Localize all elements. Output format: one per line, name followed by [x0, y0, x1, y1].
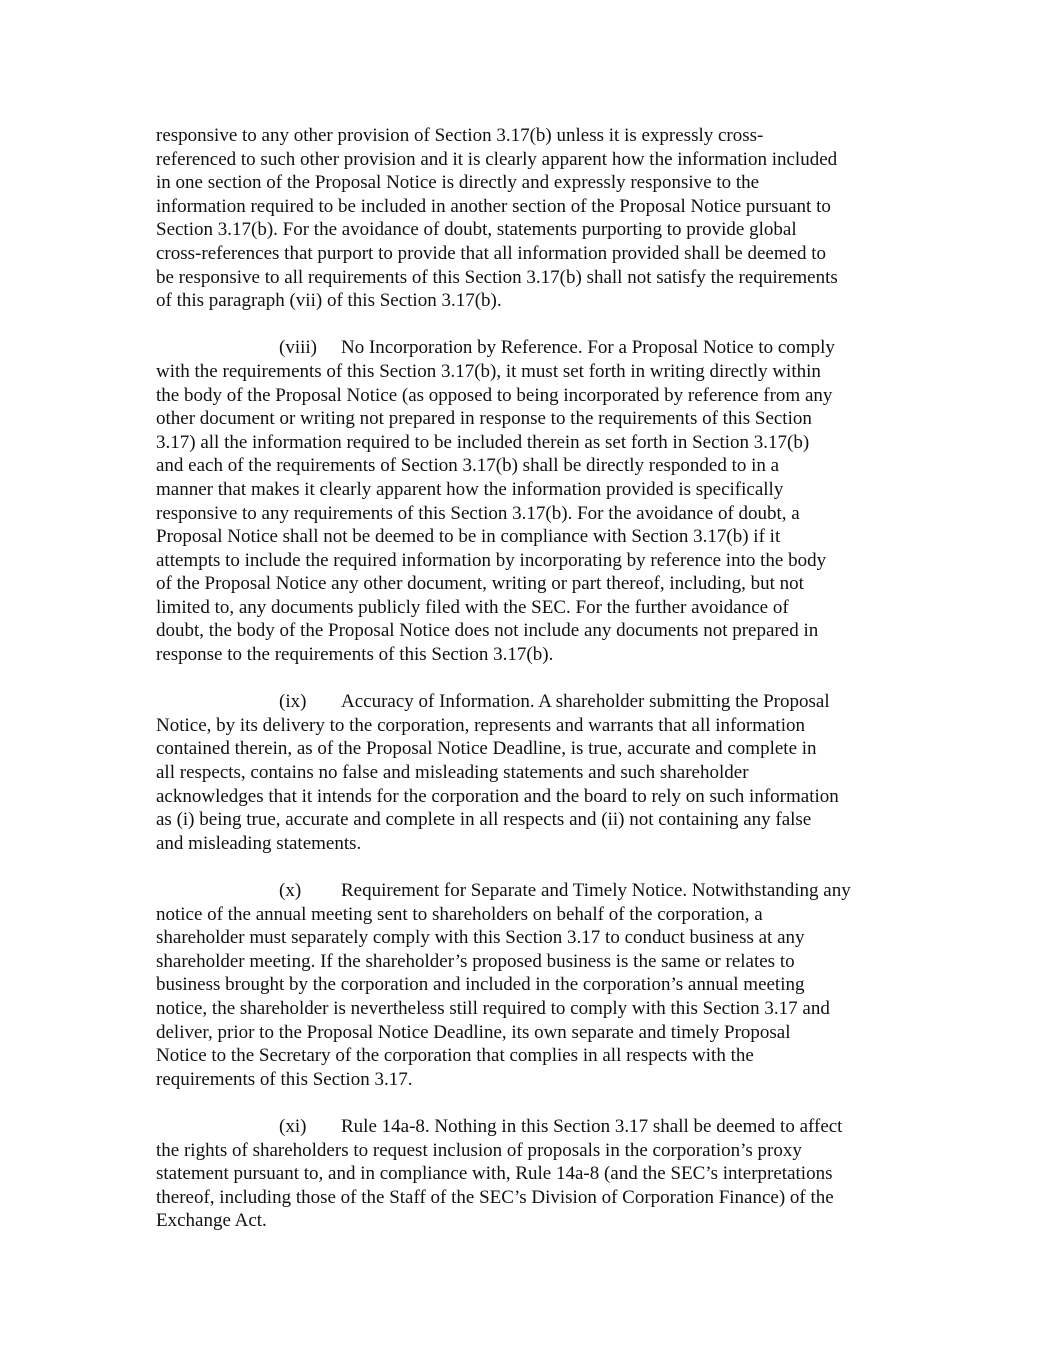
paragraph-first-line: [156, 1115, 903, 1139]
paragraph-number: (ix): [279, 691, 307, 713]
text-line: responsive to any requirements of this Section 3.17(b). For the avoidance of doubt, a: [156, 502, 800, 524]
text-line: other document or writing not prepared in response to the requirements of this Section: [156, 408, 812, 430]
paragraph-ix: [156, 690, 903, 855]
text-line: referenced to such other provision and it is clearly apparent how the information included: [156, 148, 838, 170]
paragraph-xi: [156, 1115, 903, 1233]
text-line: acknowledges that it intends for the corporation and the board to rely on such information: [156, 785, 839, 807]
text-line: deliver, prior to the Proposal Notice Deadline, its own separate and timely Proposal: [156, 1021, 791, 1043]
text-line: as (i) being true, accurate and complete in all respects and (ii) not containing any false: [156, 809, 812, 831]
text-line: be responsive to all requirements of this Section 3.17(b) shall not satisfy the requirements: [156, 266, 838, 288]
text-line: shareholder meeting. If the shareholder’s proposed business is the same or relates to: [156, 950, 795, 972]
text-line: responsive to any other provision of Section 3.17(b) unless it is expressly cross-: [156, 125, 764, 146]
text-line: cross-references that purport to provide that all information provided shall be deemed to: [156, 242, 827, 264]
text-line: with the requirements of this Section 3.17(b), it must set forth in writing directly within: [156, 360, 821, 382]
paragraph-viii: [156, 336, 903, 666]
text-line: requirements of this Section 3.17.: [156, 1068, 413, 1090]
paragraph-first-line: [156, 879, 903, 903]
text-line: notice of the annual meeting sent to shareholders on behalf of the corporation, a: [156, 903, 763, 925]
text-line: doubt, the body of the Proposal Notice does not include any documents not prepared in: [156, 620, 819, 642]
text-line: Notice, by its delivery to the corporation, represents and warrants that all information: [156, 714, 805, 736]
document-page: [156, 124, 903, 1257]
paragraph-number: (x): [279, 880, 302, 901]
text-line: and misleading statements.: [156, 832, 362, 854]
text-line: attempts to include the required information by incorporating by reference into the body: [156, 549, 827, 571]
text-line: business brought by the corporation and included in the corporation’s annual meeting: [156, 974, 805, 996]
paragraph-number: (viii): [279, 337, 317, 359]
text-line: and each of the requirements of Section 3.17(b) shall be directly responded to in a: [156, 455, 780, 477]
text-line: of this paragraph (vii) of this Section 3.17(b).: [156, 290, 502, 312]
text-line: manner that makes it clearly apparent how the information provided is specifically: [156, 478, 784, 500]
text-line: thereof, including those of the Staff of the SEC’s Division of Corporation Finance) of the: [156, 1186, 834, 1208]
paragraph-number: (xi): [279, 1115, 307, 1137]
paragraph-continuation: [156, 124, 903, 313]
text-line: contained therein, as of the Proposal Notice Deadline, is true, accurate and complete in: [156, 738, 817, 760]
paragraph-first-line: [156, 690, 903, 714]
text-line: the body of the Proposal Notice (as opposed to being incorporated by reference from any: [156, 384, 833, 406]
text-line: shareholder must separately comply with this Section 3.17 to conduct business at any: [156, 927, 805, 949]
text-line: all respects, contains no false and misleading statements and such shareholder: [156, 762, 749, 784]
text-line: response to the requirements of this Section 3.17(b).: [156, 644, 554, 666]
paragraph-heading-text: Rule 14a-8. Nothing in this Section 3.17 shall be deemed to affect: [341, 1115, 843, 1137]
text-line: Exchange Act.: [156, 1210, 267, 1232]
paragraph-first-line: [156, 336, 903, 360]
text-line: Notice to the Secretary of the corporation that complies in all respects with the: [156, 1045, 754, 1067]
text-line: Section 3.17(b). For the avoidance of doubt, statements purporting to provide global: [156, 219, 797, 241]
text-line: of the Proposal Notice any other document, writing or part thereof, including, but not: [156, 573, 804, 595]
text-line: statement pursuant to, and in compliance with, Rule 14a-8 (and the SEC’s interpretations: [156, 1163, 833, 1185]
text-line: 3.17) all the information required to be included therein as set forth in Section 3.17(b): [156, 431, 810, 453]
paragraph-heading-text: Requirement for Separate and Timely Notice. Notwithstanding any: [341, 880, 851, 901]
text-line: information required to be included in another section of the Proposal Notice pursuant to: [156, 195, 831, 217]
text-line: limited to, any documents publicly filed with the SEC. For the further avoidance of: [156, 596, 789, 618]
paragraph-x: [156, 879, 903, 1091]
text-line: Proposal Notice shall not be deemed to be in compliance with Section 3.17(b) if it: [156, 526, 781, 548]
paragraph-heading-text: No Incorporation by Reference. For a Proposal Notice to comply: [341, 337, 835, 359]
text-line: the rights of shareholders to request inclusion of proposals in the corporation’s proxy: [156, 1139, 802, 1161]
text-line: notice, the shareholder is nevertheless still required to comply with this Section 3.17 and: [156, 997, 830, 1019]
paragraph-heading-text: Accuracy of Information. A shareholder submitting the Proposal: [341, 691, 830, 713]
text-line: in one section of the Proposal Notice is directly and expressly responsive to the: [156, 172, 760, 194]
